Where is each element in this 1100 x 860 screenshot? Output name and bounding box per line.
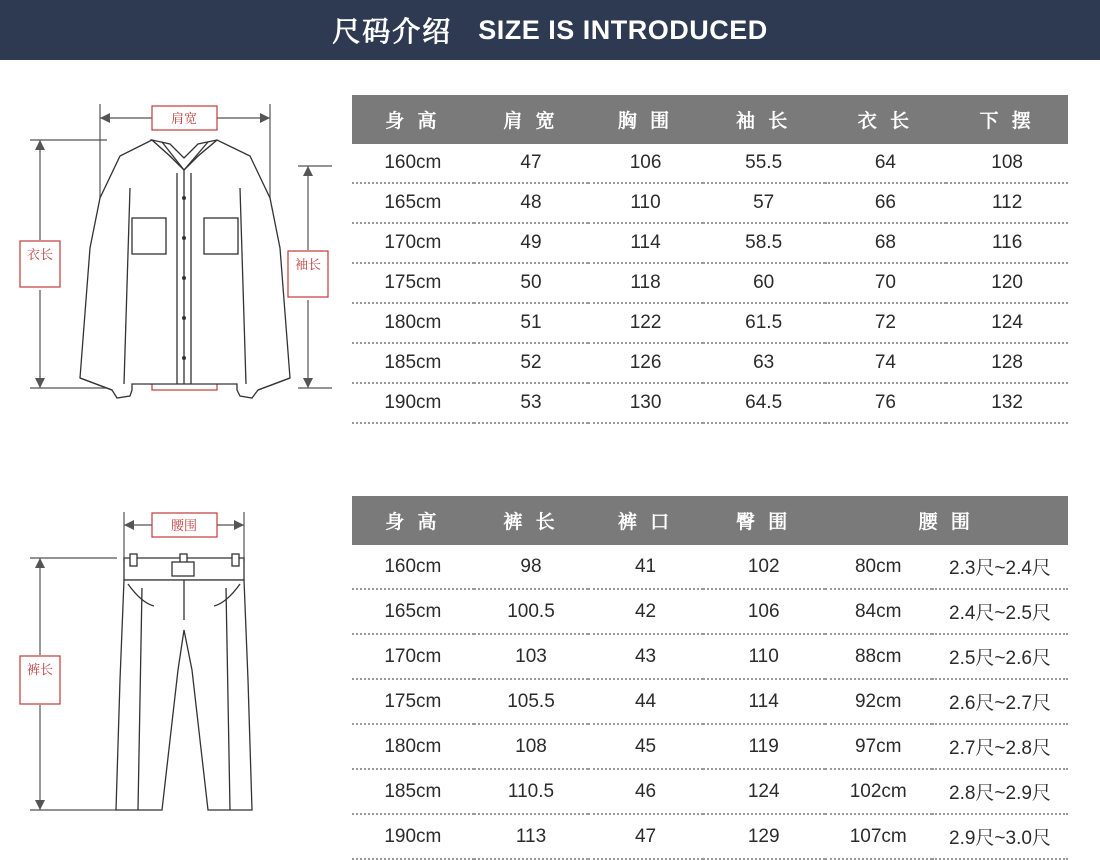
- cell-height: 160cm: [352, 545, 474, 589]
- cell-height: 175cm: [352, 679, 474, 724]
- col-header-sleeve: 袖 长: [703, 95, 825, 144]
- table-row: [352, 634, 1068, 679]
- cell-sleeve: 61.5: [703, 303, 825, 343]
- cell-height: 160cm: [352, 144, 474, 183]
- cell-length: 70: [825, 263, 947, 303]
- cell-pant-length: 103: [474, 634, 589, 679]
- pants-size-table: [352, 496, 1068, 860]
- cell-shoulder: 50: [474, 263, 589, 303]
- table-row: [352, 383, 1068, 423]
- cell-chest: 106: [588, 144, 703, 183]
- table-header-row: [352, 496, 1068, 545]
- cell-shoulder: 49: [474, 223, 589, 263]
- table-row: [352, 223, 1068, 263]
- cell-waist-cm: 80cm: [825, 545, 932, 589]
- cell-sleeve: 63: [703, 343, 825, 383]
- cell-waist-chi: 2.5尺~2.6尺: [932, 634, 1068, 679]
- cell-hem: 124: [946, 303, 1068, 343]
- page-title-en: SIZE IS INTRODUCED: [478, 14, 768, 45]
- cell-hem: 108: [946, 144, 1068, 183]
- cell-height: 180cm: [352, 303, 474, 343]
- table-row: [352, 343, 1068, 383]
- table-row: [352, 263, 1068, 303]
- table-row: [352, 183, 1068, 223]
- cell-hip: 124: [703, 769, 825, 814]
- label-length-1: 衣长: [26, 247, 54, 262]
- cell-height: 170cm: [352, 634, 474, 679]
- cell-waist-chi: 2.3尺~2.4尺: [932, 545, 1068, 589]
- cell-shoulder: 53: [474, 383, 589, 423]
- cell-pant-opening: 44: [588, 679, 703, 724]
- cell-height: 185cm: [352, 343, 474, 383]
- cell-pant-length: 113: [474, 814, 589, 859]
- cell-length: 72: [825, 303, 947, 343]
- cell-height: 190cm: [352, 814, 474, 859]
- col-header-height: 身 高: [352, 496, 474, 545]
- table-row: [352, 144, 1068, 183]
- cell-hem: 112: [946, 183, 1068, 223]
- table-row: [352, 769, 1068, 814]
- table-row: [352, 545, 1068, 589]
- cell-shoulder: 52: [474, 343, 589, 383]
- cell-chest: 130: [588, 383, 703, 423]
- cell-pant-opening: 45: [588, 724, 703, 769]
- cell-waist-chi: 2.9尺~3.0尺: [932, 814, 1068, 859]
- cell-sleeve: 57: [703, 183, 825, 223]
- cell-waist-cm: 97cm: [825, 724, 932, 769]
- cell-hip: 102: [703, 545, 825, 589]
- cell-height: 175cm: [352, 263, 474, 303]
- cell-height: 165cm: [352, 183, 474, 223]
- label-sleeve: 袖长: [294, 257, 322, 272]
- cell-hip: 129: [703, 814, 825, 859]
- cell-length: 64: [825, 144, 947, 183]
- cell-chest: 114: [588, 223, 703, 263]
- cell-pant-length: 105.5: [474, 679, 589, 724]
- jacket-size-table: [352, 95, 1068, 424]
- cell-sleeve: 64.5: [703, 383, 825, 423]
- cell-waist-cm: 92cm: [825, 679, 932, 724]
- table-row: [352, 679, 1068, 724]
- cell-height: 170cm: [352, 223, 474, 263]
- col-header-hem: 下 摆: [946, 95, 1068, 144]
- cell-sleeve: 58.5: [703, 223, 825, 263]
- cell-chest: 126: [588, 343, 703, 383]
- cell-pant-length: 100.5: [474, 589, 589, 634]
- cell-sleeve: 60: [703, 263, 825, 303]
- cell-waist-cm: 102cm: [825, 769, 932, 814]
- cell-pant-length: 98: [474, 545, 589, 589]
- jacket-size-table-wrapper: [352, 95, 1068, 424]
- cell-height: 165cm: [352, 589, 474, 634]
- cell-length: 76: [825, 383, 947, 423]
- cell-waist-chi: 2.4尺~2.5尺: [932, 589, 1068, 634]
- cell-hem: 128: [946, 343, 1068, 383]
- cell-waist-chi: 2.8尺~2.9尺: [932, 769, 1068, 814]
- cell-height: 185cm: [352, 769, 474, 814]
- cell-hem: 116: [946, 223, 1068, 263]
- cell-pant-length: 110.5: [474, 769, 589, 814]
- page-title-cn: 尺码介绍: [332, 16, 453, 47]
- cell-pant-opening: 41: [588, 545, 703, 589]
- cell-length: 68: [825, 223, 947, 263]
- cell-shoulder: 47: [474, 144, 589, 183]
- cell-waist-cm: 88cm: [825, 634, 932, 679]
- col-header-length: 衣 长: [825, 95, 947, 144]
- cell-hip: 106: [703, 589, 825, 634]
- label-shoulder: 肩宽: [170, 111, 198, 126]
- cell-pant-length: 108: [474, 724, 589, 769]
- page-content: [0, 60, 1100, 849]
- cell-shoulder: 51: [474, 303, 589, 343]
- cell-waist-chi: 2.7尺~2.8尺: [932, 724, 1068, 769]
- cell-pant-opening: 43: [588, 634, 703, 679]
- col-header-shoulder: 肩 宽: [474, 95, 589, 144]
- cell-hip: 110: [703, 634, 825, 679]
- cell-pant-opening: 47: [588, 814, 703, 859]
- table-row: [352, 589, 1068, 634]
- label-waist: 腰围: [170, 518, 198, 533]
- cell-pant-opening: 42: [588, 589, 703, 634]
- page-header: [0, 0, 1100, 60]
- pants-size-table-wrapper: [352, 496, 1068, 860]
- cell-sleeve: 55.5: [703, 144, 825, 183]
- table-row: [352, 303, 1068, 343]
- cell-hem: 120: [946, 263, 1068, 303]
- cell-height: 180cm: [352, 724, 474, 769]
- cell-chest: 122: [588, 303, 703, 343]
- col-header-pant-length: 裤 长: [474, 496, 589, 545]
- cell-chest: 118: [588, 263, 703, 303]
- col-header-hip: 臀 围: [703, 496, 825, 545]
- cell-hem: 132: [946, 383, 1068, 423]
- cell-waist-cm: 84cm: [825, 589, 932, 634]
- cell-chest: 110: [588, 183, 703, 223]
- cell-waist-cm: 107cm: [825, 814, 932, 859]
- cell-hip: 119: [703, 724, 825, 769]
- table-row: [352, 724, 1068, 769]
- label-pant-length: 裤长: [26, 662, 54, 677]
- cell-length: 66: [825, 183, 947, 223]
- col-header-chest: 胸 围: [588, 95, 703, 144]
- cell-shoulder: 48: [474, 183, 589, 223]
- col-header-waist: 腰 围: [825, 496, 1068, 545]
- pants-figure: [12, 480, 342, 837]
- col-header-pant-opening: 裤 口: [588, 496, 703, 545]
- cell-length: 74: [825, 343, 947, 383]
- cell-pant-opening: 46: [588, 769, 703, 814]
- table-header-row: [352, 95, 1068, 144]
- cell-waist-chi: 2.6尺~2.7尺: [932, 679, 1068, 724]
- jacket-figure: [12, 78, 342, 478]
- cell-hip: 114: [703, 679, 825, 724]
- cell-height: 190cm: [352, 383, 474, 423]
- col-header-height: 身 高: [352, 95, 474, 144]
